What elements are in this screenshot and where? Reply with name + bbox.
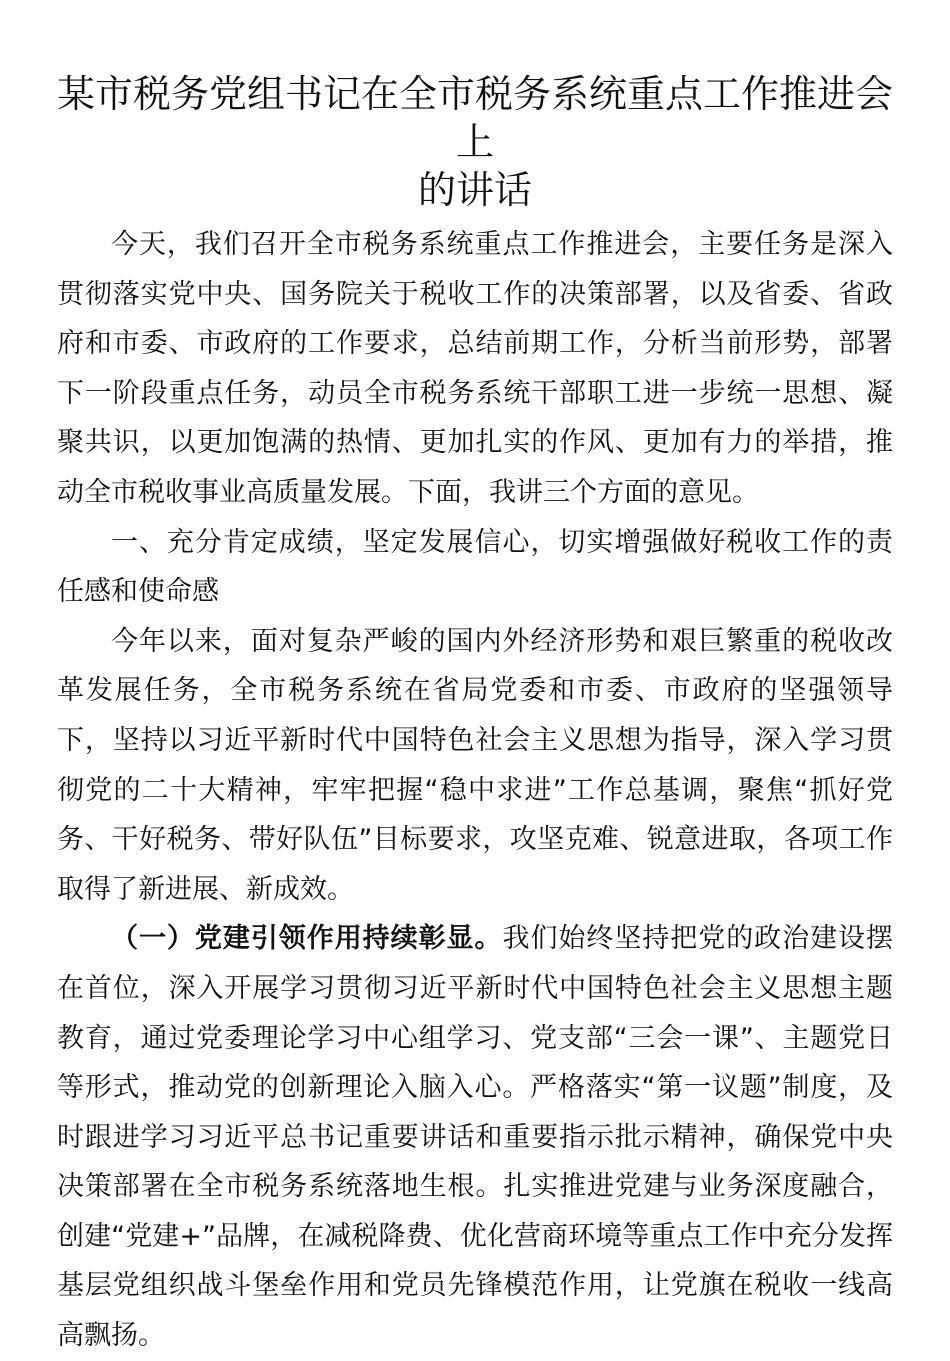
document-page [57, 70, 893, 1361]
document-title-line-2: 的讲话 [417, 168, 532, 212]
point-1-lead: （一）党建引领作用持续彰显。 [111, 923, 503, 955]
intro-paragraph: 今天，我们召开全市税务系统重点工作推进会，主要任务是深入贯彻落实党中央、国务院关于税收工作的决策部署，以及省委、省政府和市委、市政府的工作要求，总结前期工作，分析当前形势，部署下一阶段重点任务，动员全市税务系统干部职工进一步统一思想、凝聚共识，以更加饱满的热情、更加扎实的作风、更加有力的举措，推动全市税收事业高质量发展。下面，我讲三个方面的意见。 [57, 229, 893, 508]
section-heading-1: 一、充分肯定成绩，坚定发展信心，切实增强做好税收工作的责任感和使命感 [57, 526, 893, 608]
document-title-line-1: 某市税务党组书记在全市税务系统重点工作推进会上 [57, 72, 894, 164]
section-1-paragraph: 今年以来，面对复杂严峻的国内外经济形势和艰巨繁重的税收改革发展任务，全市税务系统在省局党委和市委、市政府的坚强领导下，坚持以习近平新时代中国特色社会主义思想为指导，深入学习贯彻党的二十大精神，牢牢把握“稳中求进”工作总基调，聚焦“抓好党务、干好税务、带好队伍”目标要求，攻坚克难、锐意进取，各项工作取得了新进展、新成效。 [57, 625, 893, 905]
point-1-body: 我们始终坚持把党的政治建设摆在首位，深入开展学习贯彻习近平新时代中国特色社会主义思想主题教育，通过党委理论学习中心组学习、党支部“三会一课”、主题党日等形式，推动党的创新理论入脑入心。严格落实“第一议题”制度，及时跟进学习习近平总书记重要讲话和重要指示批示精神，确保党中央决策部署在全市税务系统落地生根。扎实推进党建与业务深度融合，创建“党建+”品牌，在减税降费、优化营商环境等重点工作中充分发挥基层党组织战斗堡垒作用和党员先锋模范作用，让党旗在税收一线高高飘扬。 [57, 923, 894, 1352]
point-1-paragraph [57, 914, 893, 1360]
document-body [57, 220, 893, 1361]
document-title [57, 70, 893, 214]
